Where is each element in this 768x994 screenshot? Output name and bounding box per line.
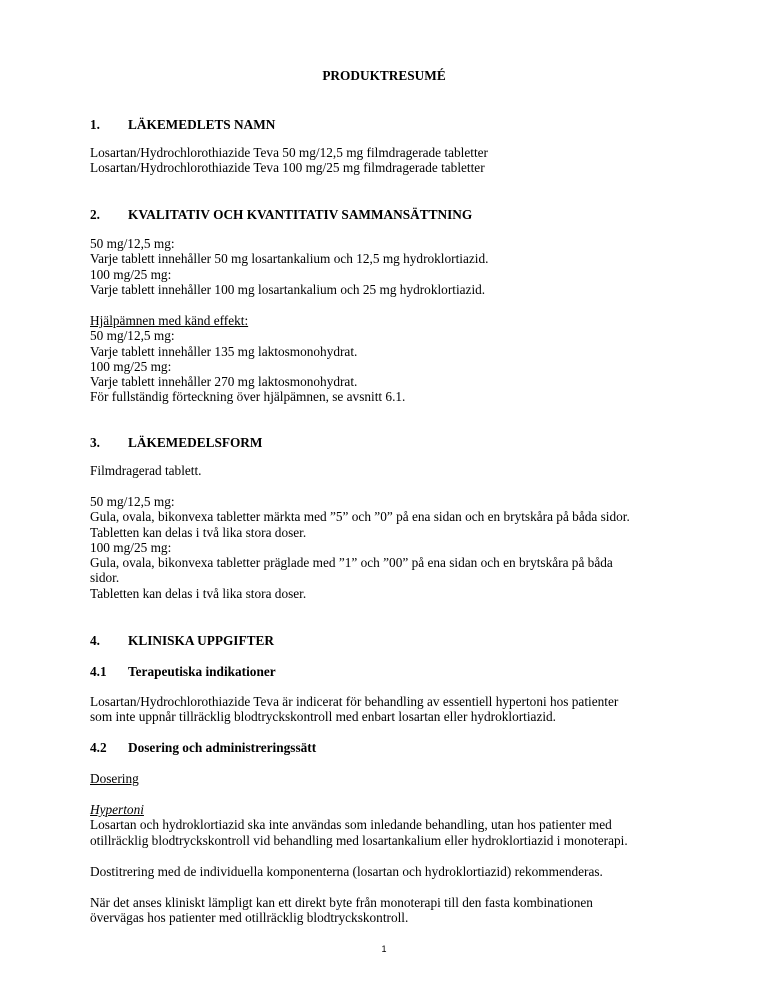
hypertoni-label: Hypertoni — [90, 802, 144, 817]
section-2-heading — [90, 207, 472, 222]
section-1-number: 1. — [90, 117, 100, 132]
titration-paragraph — [90, 864, 690, 879]
product-name-line: Losartan/Hydrochlorothiazide Teva 100 mg/25 mg filmdragerade tabletter — [90, 160, 485, 176]
excipients-line: 100 mg/25 mg: — [90, 358, 172, 374]
composition-line: 50 mg/12,5 mg: — [90, 236, 175, 251]
form-line: 100 mg/25 mg: — [90, 539, 172, 555]
section-4-1-title: Terapeutiska indikationer — [128, 664, 276, 679]
form-line: Gula, ovala, bikonvexa tabletter präglade med ”1” och ”00” på ena sidan och en brytskåra på båda — [90, 555, 613, 571]
section-1-body — [90, 145, 690, 176]
hypertoni-block — [90, 802, 690, 848]
section-4-heading — [90, 633, 274, 648]
section-4-title: KLINISKA UPPGIFTER — [128, 633, 274, 648]
section-2-body — [90, 236, 690, 297]
dosering-label: Dosering — [90, 771, 139, 786]
dosing-line: Losartan och hydroklortiazid ska inte användas som inledande behandling, utan hos patienter med — [90, 817, 612, 833]
excipients-line: 50 mg/12,5 mg: — [90, 328, 175, 344]
excipients-block — [90, 313, 690, 405]
section-4-2-number: 4.2 — [90, 740, 107, 755]
section-1-title: LÄKEMEDLETS NAMN — [128, 117, 276, 132]
section-3-number: 3. — [90, 435, 100, 450]
excipients-line: För fullständig förteckning över hjälpämnen, se avsnitt 6.1. — [90, 389, 406, 405]
dosing-line: otillräcklig blodtryckskontroll vid behandling med losartankalium eller hydroklortiazid i monoterapi. — [90, 832, 628, 848]
section-4-1-body — [90, 694, 690, 725]
composition-line: Varje tablett innehåller 100 mg losartankalium och 25 mg hydroklortiazid. — [90, 281, 486, 297]
section-3-title: LÄKEMEDELSFORM — [128, 435, 263, 450]
titration-line: Dostitrering med de individuella komponenterna (losartan och hydroklortiazid) rekommenderas. — [90, 864, 603, 879]
page-title: PRODUKTRESUMÉ — [322, 68, 446, 83]
dosering-heading — [90, 771, 690, 786]
composition-line: Varje tablett innehåller 50 mg losartankalium och 12,5 mg hydroklortiazid. — [90, 251, 489, 267]
switch-line: övervägas hos patienter med otillräcklig blodtryckskontroll. — [90, 910, 409, 926]
indication-line: Losartan/Hydrochlorothiazide Teva är indicerat för behandling av essentiell hypertoni hos patienter — [90, 694, 619, 709]
dosage-form-text: Filmdragerad tablett. — [90, 463, 202, 478]
switch-line: När det anses kliniskt lämpligt kan ett direkt byte från monoterapi till den fasta kombinationen — [90, 895, 593, 910]
form-line: 50 mg/12,5 mg: — [90, 494, 175, 509]
excipients-line: Varje tablett innehåller 270 mg laktosmonohydrat. — [90, 374, 358, 390]
section-4-1-number: 4.1 — [90, 664, 107, 679]
excipients-line: Varje tablett innehåller 135 mg laktosmonohydrat. — [90, 343, 358, 359]
section-4-number: 4. — [90, 633, 100, 648]
section-3-body — [90, 494, 690, 601]
section-4-1-heading — [90, 664, 276, 679]
form-line: sidor. — [90, 570, 120, 586]
section-1-heading — [90, 117, 275, 132]
form-line: Tabletten kan delas i två lika stora doser. — [90, 524, 307, 540]
section-3-heading — [90, 435, 262, 450]
section-4-2-title: Dosering och administreringssätt — [128, 740, 317, 755]
form-line: Gula, ovala, bikonvexa tabletter märkta med ”5” och ”0” på ena sidan och en brytskåra på båda sidor. — [90, 509, 630, 525]
product-name-line: Losartan/Hydrochlorothiazide Teva 50 mg/12,5 mg filmdragerade tabletter — [90, 145, 488, 160]
excipients-heading: Hjälpämnen med känd effekt: — [90, 313, 249, 328]
composition-line: 100 mg/25 mg: — [90, 266, 172, 282]
indication-line: som inte uppnår tillräcklig blodtryckskontroll med enbart losartan eller hydroklortiazid. — [90, 709, 557, 725]
switch-paragraph — [90, 895, 690, 926]
form-line: Tabletten kan delas i två lika stora doser. — [90, 585, 307, 601]
section-2-number: 2. — [90, 207, 100, 222]
dosage-form — [90, 463, 690, 478]
section-2-title: KVALITATIV OCH KVANTITATIV SAMMANSÄTTNING — [128, 207, 473, 222]
section-4-2-heading — [90, 740, 316, 755]
page-number: 1 — [381, 944, 387, 954]
